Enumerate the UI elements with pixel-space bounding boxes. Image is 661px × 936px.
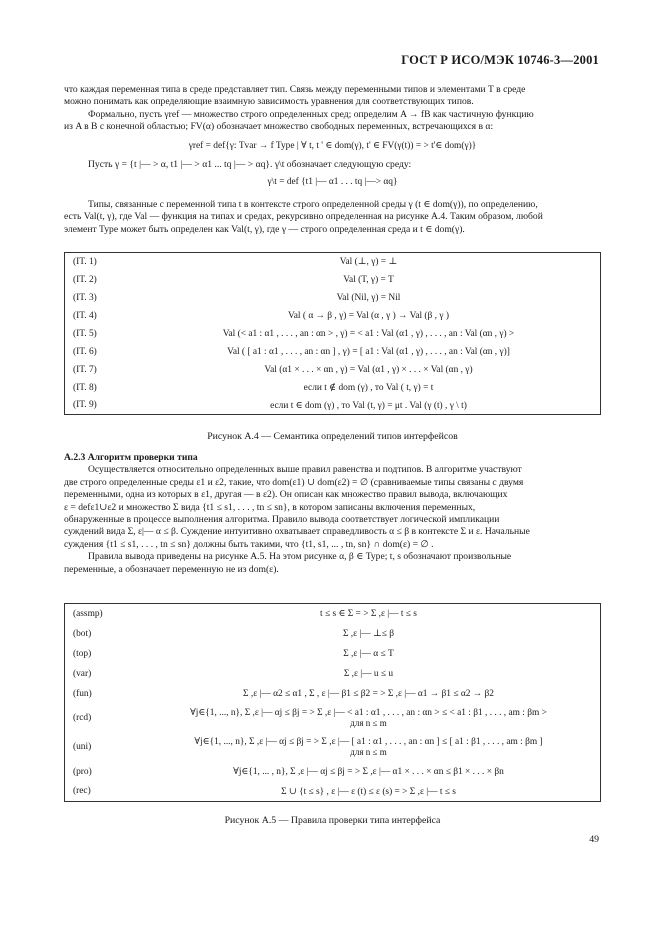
section-text-line: суждения {t1 ≤ s1, . . . , tn ≤ sn} должны быть такими, что {t1, s1, ... , tn, sn} ∩ dom(ε) = ∅ . bbox=[64, 538, 434, 550]
rule-label: (bot) bbox=[73, 628, 92, 639]
rule-label: (IT. 3) bbox=[73, 292, 97, 303]
rule-text: Val ( [ a1 : α1 , . . . , an : αn ] , γ) = [ a1 : Val (α1 , γ) , . . . , an : Val (αn , γ)] bbox=[227, 346, 510, 357]
rule-text: Σ ,ε |— u ≤ u bbox=[343, 668, 394, 679]
intro-text-line: можно понимать как определяющие взаимную зависимость уравнения для соответствующих типов. bbox=[64, 96, 474, 108]
section-text-line: обнаруженные в процессе выполнения алгоритма. Правило вывода соответствует логической импликации bbox=[64, 514, 500, 526]
rule-formula bbox=[143, 644, 601, 664]
rule-label: (IT. 9) bbox=[73, 400, 97, 411]
rule-row bbox=[65, 253, 601, 271]
rule-text: ∀j∈{1, ..., n}, Σ ,ε |— αj ≤ βj = > Σ ,ε |— [ a1 : α1 , . . . , an : αn ] ≤ [ a1 : β1 , . . . , am : βm ] bbox=[194, 737, 543, 747]
intro-text-line: Типы, связанные с переменной типа t в контексте строго определенной среды γ (t ∈ dom(γ)), по определению, bbox=[88, 199, 538, 210]
rule-row bbox=[65, 271, 601, 289]
rule-formula bbox=[143, 762, 601, 782]
intro-block bbox=[64, 84, 601, 134]
rule-row bbox=[65, 604, 601, 624]
section-text-line: Осуществляется относительно определенных выше правил равенства и подтипов. В алгоритме участвуют bbox=[88, 464, 522, 476]
rule-label: (assmp) bbox=[73, 608, 103, 619]
rule-formula bbox=[143, 684, 601, 704]
rule-text: Val (< a1 : α1 , . . . , an : αn > , γ) = < a1 : Val (α1 , γ) , . . . , an : Val (αn , γ) > bbox=[222, 328, 515, 339]
formula-gamma-ref: γref = def{γ: Tvar → f Type | ∀ t, t ' ∈ dom(γ), t' ∈ FV(γ(t)) = > t'∈ dom(γ)} bbox=[188, 141, 477, 151]
rule-label: (IT. 5) bbox=[73, 328, 97, 339]
rule-formula bbox=[143, 361, 601, 379]
intro-text-line: что каждая переменная типа в среде представляет тип. Связь между переменными типов и элементами T в среде bbox=[64, 84, 526, 95]
rule-formula bbox=[143, 782, 601, 802]
rule-row bbox=[65, 664, 601, 684]
rule-row bbox=[65, 684, 601, 704]
rule-row bbox=[65, 361, 601, 379]
rule-formula bbox=[143, 253, 601, 271]
rule-formula bbox=[143, 289, 601, 307]
rule-text: ∀j∈{1, ..., n}, Σ ,ε |— αj ≤ βj = > Σ ,ε |— < a1 : α1 , . . . , an : αn > ≤ < a1 : β1 , . . . , am : βm > bbox=[190, 708, 547, 718]
rule-label: (IT. 4) bbox=[73, 310, 97, 321]
rule-label: (IT. 7) bbox=[73, 364, 97, 375]
rule-row bbox=[65, 289, 601, 307]
intro-text-line: Пусть γ = {t |— > α, t1 |— > α1 ... tq |— > αq}. γ\t обозначает следующую среду: bbox=[88, 159, 412, 170]
rule-formula bbox=[143, 732, 601, 762]
rule-text: Σ ,ε |— ⊥≤ β bbox=[342, 629, 395, 639]
rule-label: (IT. 6) bbox=[73, 346, 97, 357]
rule-row bbox=[65, 704, 601, 732]
figure-caption-a4: Рисунок A.4 — Семантика определений типов интерфейсов bbox=[207, 431, 458, 442]
rule-label: (IT. 2) bbox=[73, 274, 97, 285]
rule-label: (IT. 8) bbox=[73, 382, 97, 393]
section-text-line: две строго определенные среды ε1 и ε2, такие, что dom(ε1) ∪ dom(ε2) = ∅ (сравниваемые типы связаны с двумя bbox=[64, 476, 524, 488]
rule-text: t ≤ s ∈ Σ = > Σ ,ε |— t ≤ s bbox=[320, 609, 417, 620]
section-text-line: переменными, одна из которых в ε1, другая — в ε2). Он описан как множество правил вывода, включающих bbox=[64, 489, 508, 501]
intro-text-line: Формально, пусть γref — множество строго определенных сред; определим A → fB как частичную функцию bbox=[88, 108, 534, 120]
type-check-rules-table bbox=[64, 603, 601, 802]
figure-caption-a5: Рисунок A.5 — Правила проверки типа интерфейса bbox=[224, 815, 441, 826]
rule-formula bbox=[143, 664, 601, 684]
rule-label: (rcd) bbox=[73, 712, 92, 723]
rule-formula bbox=[143, 379, 601, 397]
section-text-line: суждений вида Σ, ε|— α ≤ β. Суждение интуитивно охватывает справедливость α ≤ β в контексте Σ и ε. Начальные bbox=[64, 526, 530, 538]
rule-text: Σ ∪ {t ≤ s} , ε |— ε (t) ≤ ε (s) = > Σ ,ε |— t ≤ s bbox=[281, 786, 456, 797]
rule-formula bbox=[143, 325, 601, 343]
rule-row bbox=[65, 762, 601, 782]
rule-label: (var) bbox=[73, 668, 92, 679]
rule-text: Val (⊥, γ) = ⊥ bbox=[339, 257, 398, 268]
rule-condition: для n ≤ m bbox=[350, 718, 387, 728]
rule-text: если t ∉ dom (γ) , то Val ( t, γ) = t bbox=[303, 383, 434, 393]
section-heading: A.2.3 Алгоритм проверки типа bbox=[64, 452, 198, 463]
rule-formula bbox=[143, 397, 601, 415]
semantics-table bbox=[64, 252, 601, 415]
rule-formula bbox=[143, 704, 601, 732]
rule-row bbox=[65, 397, 601, 415]
rule-condition: для n ≤ m bbox=[350, 747, 387, 757]
rule-formula bbox=[143, 604, 601, 624]
rule-formula bbox=[143, 624, 601, 644]
document-header: ГОСТ Р ИСО/МЭК 10746-3—2001 bbox=[401, 53, 599, 67]
intro-block-2 bbox=[64, 159, 601, 171]
rule-formula bbox=[143, 271, 601, 289]
rule-text: Val ( α → β , γ) = Val (α , γ ) → Val (β , γ ) bbox=[288, 310, 449, 321]
rule-label: (pro) bbox=[73, 766, 92, 777]
rule-text: если t ∈ dom (γ) , то Val (t, γ) = μt . Val (γ (t) , γ \ t) bbox=[270, 400, 467, 411]
rule-label: (top) bbox=[73, 648, 92, 659]
section-text-line: ε = defε1∪ε2 и множество Σ вида {t1 ≤ s1, . . . , tn ≤ sn}, в котором записаны включения переменных, bbox=[64, 501, 476, 513]
intro-text-line: элемент Type может быть определен как Val(t, γ), где γ — строго определенная среда и t ∈ dom(γ). bbox=[64, 223, 465, 235]
rule-text: Val (α1 × . . . × αn , γ) = Val (α1 , γ) × . . . × Val (αn , γ) bbox=[264, 364, 473, 375]
rule-label: (IT. 1) bbox=[73, 256, 97, 267]
intro-text-line: есть Val(t, γ), где Val — функция на типах и средах, рекурсивно определенная на рисунке A.4. Таким образом, любой bbox=[64, 211, 543, 223]
rule-row bbox=[65, 343, 601, 361]
rule-formula bbox=[143, 343, 601, 361]
rule-row bbox=[65, 732, 601, 762]
rule-row bbox=[65, 307, 601, 325]
rule-text: Val (T, γ) = T bbox=[343, 274, 394, 285]
intro-text-line: из A в B с конечной областью; FV(α) обозначает множество свободных переменных, встречающихся в α: bbox=[64, 121, 494, 133]
rule-formula bbox=[143, 307, 601, 325]
page-number: 49 bbox=[589, 834, 599, 845]
rule-row bbox=[65, 325, 601, 343]
intro-block-3 bbox=[64, 199, 601, 236]
rule-text: Σ ,ε |— α ≤ T bbox=[343, 648, 394, 659]
section-text-line: переменные, а обозначает переменную не из dom(ε). bbox=[64, 563, 279, 575]
formula-gamma-t: γ\t = def {t1 |— α1 . . . tq |—> αq} bbox=[267, 177, 398, 187]
rule-text: ∀j∈{1, ... , n}, Σ ,ε |— αj ≤ βj = > Σ ,ε |— α1 × . . . × αn ≤ β1 × . . . × βn bbox=[233, 767, 504, 777]
rule-row bbox=[65, 644, 601, 664]
rule-label: (uni) bbox=[73, 741, 92, 752]
rule-row bbox=[65, 782, 601, 802]
section-a23 bbox=[64, 452, 601, 576]
rule-label: (fun) bbox=[73, 688, 92, 699]
rule-row bbox=[65, 379, 601, 397]
rule-text: Σ ,ε |— α2 ≤ α1 , Σ , ε |— β1 ≤ β2 = > Σ ,ε |— α1 → β1 ≤ α2 → β2 bbox=[243, 688, 494, 699]
rule-text: Val (Nil, γ) = Nil bbox=[336, 292, 401, 303]
rule-label: (rec) bbox=[73, 786, 91, 797]
rule-row bbox=[65, 624, 601, 644]
section-text-line: Правила вывода приведены на рисунке A.5. На этом рисунке α, β ∈ Type; t, s обозначают произвольные bbox=[88, 551, 512, 563]
